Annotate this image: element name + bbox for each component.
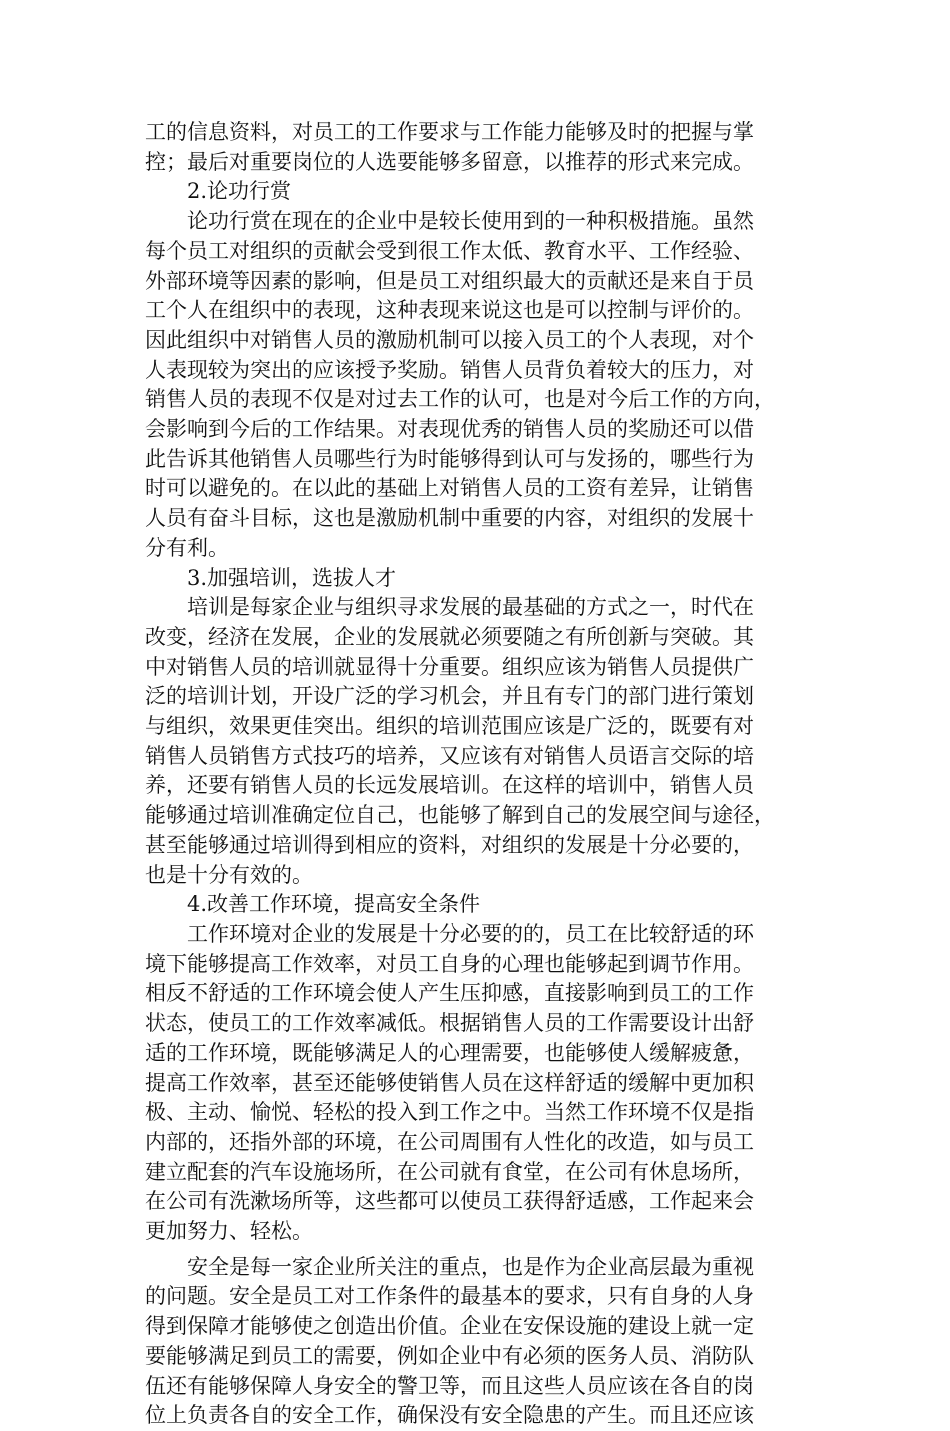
text-line: 甚至能够通过培训得到相应的资料，对组织的发展是十分必要的， [145, 832, 754, 857]
text-line: 改变，经济在发展，企业的发展就必须要随之有所创新与突破。其 [145, 624, 754, 649]
text-line: 此告诉其他销售人员哪些行为时能够得到认可与发扬的，哪些行为 [145, 446, 754, 471]
text-line: 适的工作环境，既能够满足人的心理需要，也能够使人缓解疲惫， [145, 1040, 754, 1065]
text-line: 3.加强培训，选拔人才 [187, 565, 397, 590]
text-line: 位上负责各自的安全工作，确保没有安全隐患的产生。而且还应该 [145, 1403, 754, 1428]
text-line: 分有利。 [145, 535, 229, 560]
text-line: 工作环境对企业的发展是十分必要的的，员工在比较舒适的环 [187, 921, 754, 946]
text-line: 每个员工对组织的贡献会受到很工作太低、教育水平、工作经验、 [145, 238, 754, 263]
text-line: 在公司有洗漱场所等，这些都可以使员工获得舒适感，工作起来会 [145, 1189, 754, 1214]
text-line: 内部的，还指外部的环境，在公司周围有人性化的改造，如与员工 [145, 1129, 754, 1154]
text-line: 状态，使员工的工作效率减低。根据销售人员的工作需要设计出舒 [145, 1011, 754, 1036]
text-line: 要能够满足到员工的需要，例如企业中有必须的医务人员、消防队 [145, 1343, 754, 1368]
text-line: 提高工作效率，甚至还能够使销售人员在这样舒适的缓解中更加积 [145, 1070, 754, 1095]
text-line: 人员有奋斗目标，这也是激励机制中重要的内容，对组织的发展十 [145, 506, 754, 531]
text-line: 工的信息资料，对员工的工作要求与工作能力能够及时的把握与掌 [145, 120, 754, 144]
document-body [145, 118, 805, 1431]
text-line: 伍还有能够保障人身安全的警卫等，而且这些人员应该在各自的岗 [145, 1373, 754, 1398]
text-line: 境下能够提高工作效率，对员工自身的心理也能够起到调节作用。 [145, 951, 754, 976]
text-line: 极、主动、愉悦、轻松的投入到工作之中。当然工作环境不仅是指 [145, 1100, 754, 1125]
text-line: 控；最后对重要岗位的人选要能够多留意，以推荐的形式来完成。 [145, 149, 754, 174]
text-line: 因此组织中对销售人员的激励机制可以接入员工的个人表现，对个 [145, 327, 754, 352]
text-line: 更加努力、轻松。 [145, 1219, 313, 1244]
text-line: 4.改善工作环境，提高安全条件 [187, 892, 481, 917]
text-line: 的问题。安全是员工对工作条件的最基本的要求，只有自身的人身 [145, 1284, 754, 1309]
text-line: 建立配套的汽车设施场所，在公司就有食堂，在公司有休息场所， [145, 1159, 754, 1184]
text-line: 中对销售人员的培训就显得十分重要。组织应该为销售人员提供广 [145, 654, 754, 679]
text-line: 能够通过培训准确定位自己，也能够了解到自己的发展空间与途径， [145, 803, 775, 828]
text-line: 相反不舒适的工作环境会使人产生压抑感，直接影响到员工的工作 [145, 981, 754, 1006]
text-line: 与组织，效果更佳突出。组织的培训范围应该是广泛的，既要有对 [145, 714, 754, 739]
text-line: 得到保障才能够使之创造出价值。企业在安保设施的建设上就一定 [145, 1314, 754, 1339]
text-line: 培训是每家企业与组织寻求发展的最基础的方式之一，时代在 [187, 595, 754, 620]
text-line: 安全是每一家企业所关注的重点，也是作为企业高层最为重视 [187, 1254, 754, 1279]
text-line: 会影响到今后的工作结果。对表现优秀的销售人员的奖励还可以借 [145, 417, 754, 442]
text-line: 工个人在组织中的表现，这种表现来说这也是可以控制与评价的。 [145, 298, 754, 323]
text-line: 2.论功行赏 [187, 179, 292, 204]
text-line: 人表现较为突出的应该授予奖励。销售人员背负着较大的压力，对 [145, 357, 754, 382]
text-line: 销售人员销售方式技巧的培养，又应该有对销售人员语言交际的培 [145, 743, 754, 768]
text-line: 也是十分有效的。 [145, 862, 313, 887]
text-line: 论功行赏在现在的企业中是较长使用到的一种积极措施。虽然 [187, 209, 754, 234]
text-line: 外部环境等因素的影响，但是员工对组织最大的贡献还是来自于员 [145, 268, 754, 293]
text-line: 泛的培训计划，开设广泛的学习机会，并且有专门的部门进行策划 [145, 684, 754, 709]
text-line: 养，还要有销售人员的长远发展培训。在这样的培训中，销售人员 [145, 773, 754, 798]
text-line: 时可以避免的。在以此的基础上对销售人员的工资有差异，让销售 [145, 476, 754, 501]
text-line: 销售人员的表现不仅是对过去工作的认可，也是对今后工作的方向， [145, 387, 775, 412]
